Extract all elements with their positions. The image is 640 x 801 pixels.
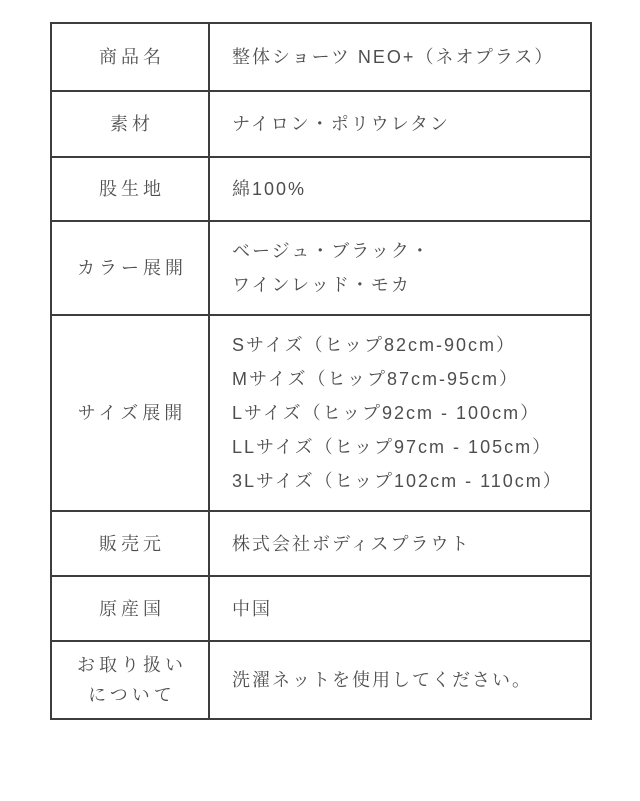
row-value: Lサイズ（ヒップ92cm - 100cm）	[232, 403, 541, 423]
table-row-crotch-fabric	[51, 157, 591, 221]
row-value: 中国	[232, 598, 272, 619]
row-label: カラー展開	[77, 258, 187, 278]
table-row-sizes	[51, 315, 591, 511]
row-value-cell	[209, 576, 591, 641]
row-label: 原産国	[99, 598, 165, 619]
row-value-cell	[209, 511, 591, 576]
row-label-cell	[51, 23, 209, 91]
row-label: 素材	[110, 114, 154, 134]
row-label-cell	[51, 315, 209, 511]
product-spec-page	[0, 22, 640, 801]
row-label: 商品名	[99, 47, 165, 67]
row-value: LLサイズ（ヒップ97cm - 105cm）	[232, 437, 553, 457]
row-value: ワインレッド・モカ	[232, 275, 411, 295]
row-label-cell	[51, 221, 209, 315]
row-value-cell	[209, 641, 591, 719]
table-row-material	[51, 91, 591, 157]
row-label: サイズ展開	[77, 403, 187, 423]
row-value-cell	[209, 91, 591, 157]
product-spec-table	[50, 22, 592, 720]
table-row-product-name	[51, 23, 591, 91]
table-row-seller	[51, 511, 591, 576]
row-label-cell	[51, 91, 209, 157]
row-value: ナイロン・ポリウレタン	[232, 114, 451, 134]
row-value: 綿100%	[232, 179, 307, 199]
row-label-cell	[51, 641, 209, 719]
row-value: Sサイズ（ヒップ82cm-90cm）	[232, 335, 517, 355]
row-value: 株式会社ボディスプラウト	[232, 533, 471, 554]
row-value-cell	[209, 315, 591, 511]
table-row-colors	[51, 221, 591, 315]
row-label-cell	[51, 157, 209, 221]
row-label: について	[88, 685, 176, 705]
row-value: 整体ショーツ NEO+（ネオプラス）	[232, 47, 555, 67]
row-value: Mサイズ（ヒップ87cm-95cm）	[232, 369, 520, 389]
row-value: 3Lサイズ（ヒップ102cm - 110cm）	[232, 471, 563, 491]
row-label: 販売元	[99, 533, 165, 554]
row-label: 股生地	[99, 179, 165, 199]
row-label-cell	[51, 576, 209, 641]
row-value-cell	[209, 221, 591, 315]
row-label: お取り扱い	[77, 655, 187, 675]
row-value-cell	[209, 23, 591, 91]
row-value: ベージュ・ブラック・	[232, 241, 431, 261]
row-value-cell	[209, 157, 591, 221]
table-row-care-instructions	[51, 641, 591, 719]
row-label-cell	[51, 511, 209, 576]
table-row-country-of-origin	[51, 576, 591, 641]
row-value: 洗濯ネットを使用してください。	[232, 670, 532, 690]
